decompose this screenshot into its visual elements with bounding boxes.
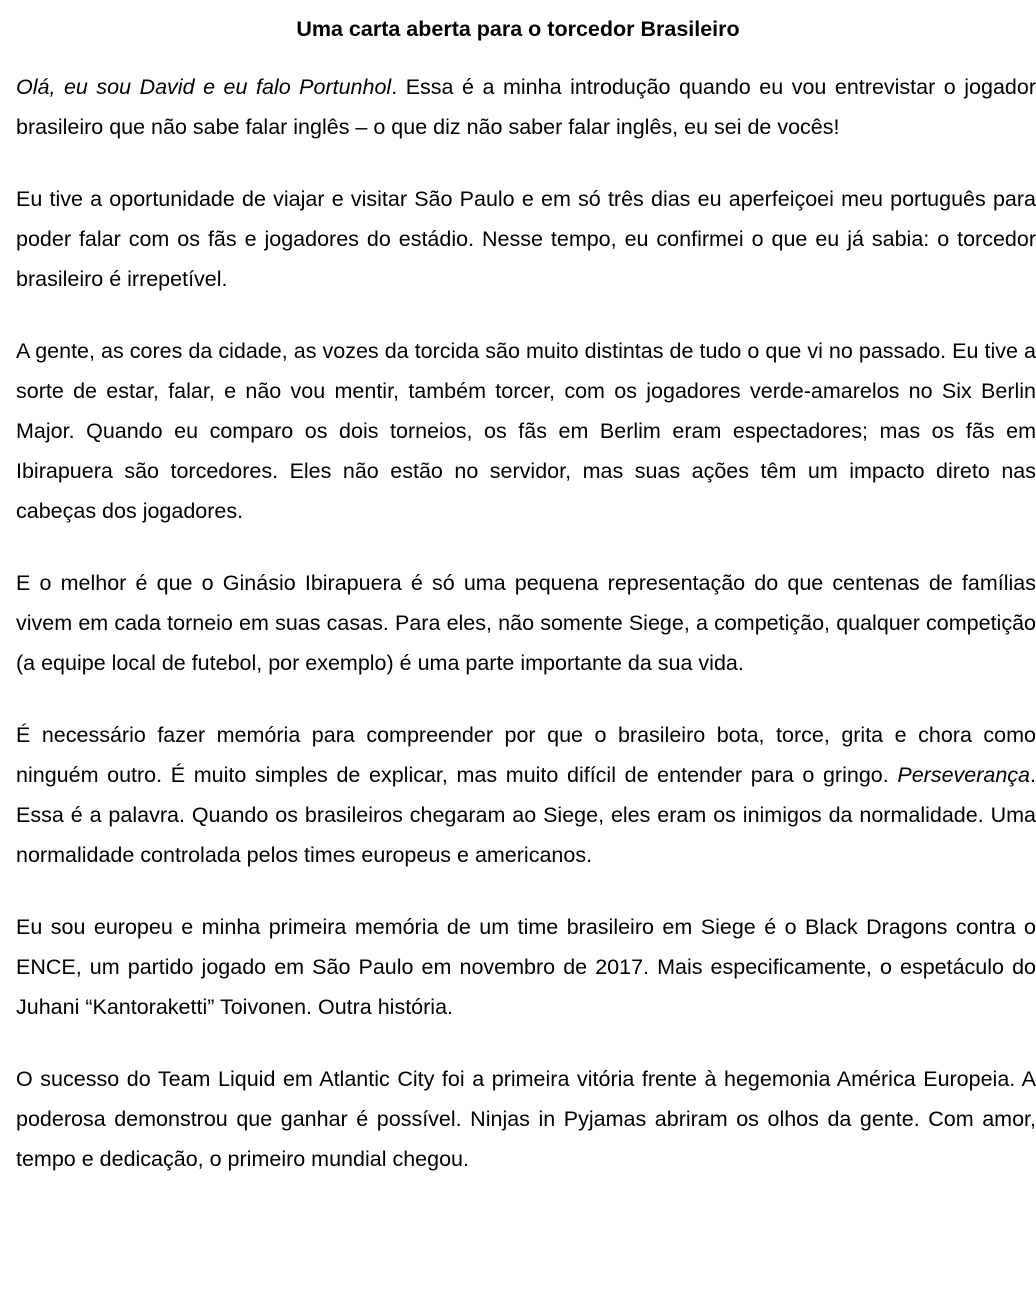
- paragraph-4: E o melhor é que o Ginásio Ibirapuera é só uma pequena representação do que centenas de famílias vivem em cada torneio em suas casas. Para eles, não somente Siege, a competição, qualquer competição (a equipe local de futebol, por exemplo) é uma parte importante da sua vida.: [16, 571, 1036, 675]
- paragraph-5: [16, 715, 1036, 875]
- paragraph-1-italic-intro: Olá, eu sou David e eu falo Portunhol: [16, 75, 392, 99]
- paragraph-1-text: . Essa é a minha introdução quando eu vou entrevistar o jogador brasileiro que não sabe falar inglês – o que diz não saber falar inglês, eu sei de vocês!: [16, 75, 1036, 139]
- paragraph-7: O sucesso do Team Liquid em Atlantic City foi a primeira vitória frente à hegemonia América Europeia. A poderosa demonstrou que ganhar é possível. Ninjas in Pyjamas abriram os olhos da gente. Com amor, tempo e dedicação, o primeiro mundial chegou.: [16, 1067, 1036, 1171]
- paragraph-5-text-start: É necessário fazer memória para compreender por que o brasileiro bota, torce, grita e chora como ninguém outro. É muito simples de explicar, mas muito difícil de entender para o gringo.: [16, 723, 1036, 787]
- paragraph-1: [16, 67, 1036, 147]
- page-title: Uma carta aberta para o torcedor Brasileiro: [296, 17, 740, 41]
- paragraph-3: A gente, as cores da cidade, as vozes da torcida são muito distintas de tudo o que vi no passado. Eu tive a sorte de estar, falar, e não vou mentir, também torcer, com os jogadores verde-amarelos no Six Berlin Major. Quando eu comparo os dois torneios, os fãs em Berlim eram espectadores; mas os fãs em Ibirapuera são torcedores. Eles não estão no servidor, mas suas ações têm um impacto direto nas cabeças dos jogadores.: [16, 339, 1036, 523]
- paragraph-5-italic-word: Perseverança: [897, 763, 1031, 787]
- paragraph-6: Eu sou europeu e minha primeira memória de um time brasileiro em Siege é o Black Dragons contra o ENCE, um partido jogado em São Paulo em novembro de 2017. Mais especificamente, o espetáculo do Juhani “Kantoraketti” Toivonen. Outra história.: [16, 915, 1036, 1019]
- paragraph-2: Eu tive a oportunidade de viajar e visitar São Paulo e em só três dias eu aperfeiçoei meu português para poder falar com os fãs e jogadores do estádio. Nesse tempo, eu confirmei o que eu já sabia: o torcedor brasileiro é irrepetível.: [16, 187, 1036, 291]
- paragraph-5-text-end: . Essa é a palavra. Quando os brasileiros chegaram ao Siege, eles eram os inimigos da normalidade. Uma normalidade controlada pelos times europeus e americanos.: [16, 763, 1036, 867]
